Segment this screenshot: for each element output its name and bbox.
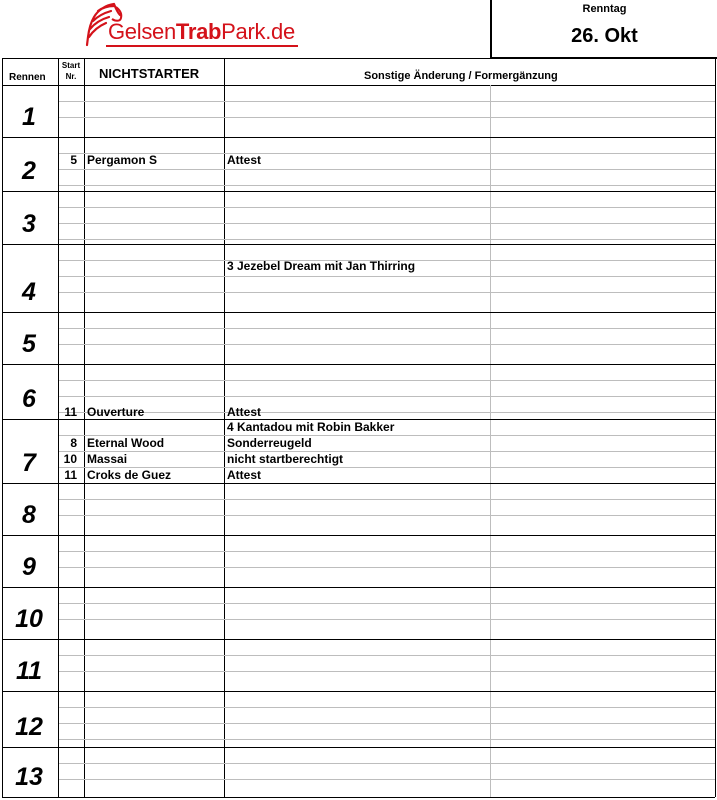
race-row-border — [2, 364, 715, 365]
race-subline — [59, 117, 715, 118]
start-number: 11 — [64, 468, 77, 482]
logo-underline — [106, 45, 298, 47]
logo-wordmark — [108, 19, 295, 45]
gelsentrabpark-logo — [84, 1, 299, 49]
start-number: 8 — [70, 436, 77, 450]
race-row-border — [2, 483, 715, 484]
race-row-border — [2, 191, 715, 192]
race-subline — [59, 276, 715, 277]
race-row-border — [2, 312, 715, 313]
race-subline — [59, 328, 715, 329]
nichtstarter-horse: Massai — [87, 452, 128, 466]
race-subline — [59, 101, 715, 102]
race-subline — [59, 515, 715, 516]
nichtstarter-horse: Croks de Guez — [87, 468, 172, 482]
race-row-border — [2, 244, 715, 245]
change-note: nicht startberechtigt — [227, 452, 344, 466]
race-row-border — [2, 747, 715, 748]
race-subline — [59, 567, 715, 568]
race-number: 8 — [22, 501, 36, 529]
race-subline — [59, 153, 715, 154]
race-number: 9 — [22, 553, 36, 581]
race-subline — [59, 169, 715, 170]
race-subline — [59, 396, 715, 397]
race-subline — [59, 412, 715, 413]
race-subline — [59, 499, 715, 500]
race-row-border — [2, 535, 715, 536]
race-subline — [59, 763, 715, 764]
change-note: Attest — [227, 153, 262, 167]
renntag-label: Renntag — [582, 3, 627, 15]
start-number: 10 — [63, 452, 77, 466]
race-row-border — [2, 587, 715, 588]
race-subline — [59, 380, 715, 381]
race-subline — [59, 207, 715, 208]
change-note: Attest — [227, 468, 262, 482]
race-subline — [59, 655, 715, 656]
race-subline — [59, 723, 715, 724]
change-note: 3 Jezebel Dream mit Jan Thirring — [227, 259, 416, 273]
col-start-line2: Nr. — [65, 72, 77, 81]
change-note: Sonderreugeld — [227, 436, 312, 450]
race-subline — [59, 619, 715, 620]
col-nichtstarter: NICHTSTARTER — [99, 66, 200, 81]
nichtstarter-horse: Pergamon S — [87, 153, 158, 167]
start-number: 5 — [70, 153, 77, 167]
race-number: 12 — [15, 713, 43, 741]
race-subline — [59, 551, 715, 552]
change-note: 4 Kantadou mit Robin Bakker — [227, 420, 395, 434]
race-subline — [59, 239, 715, 240]
header-top-border — [2, 58, 715, 59]
table-right-border — [715, 58, 716, 797]
nichtstarter-horse: Eternal Wood — [87, 436, 165, 450]
race-subline — [59, 223, 715, 224]
change-note: Attest — [227, 405, 262, 419]
nichtstarter-horse: Ouverture — [87, 405, 145, 419]
logo-text-trab: Trab — [175, 19, 222, 44]
renntag-box — [490, 0, 717, 59]
race-subline — [59, 451, 715, 452]
col-start-line1: Start — [61, 61, 81, 70]
logo-text-park: Park.de — [221, 19, 295, 44]
race-subline — [59, 779, 715, 780]
race-number: 10 — [15, 605, 43, 633]
race-row-border — [2, 639, 715, 640]
header-bottom-border — [2, 85, 715, 86]
race-number: 5 — [22, 330, 36, 358]
race-subline — [59, 344, 715, 345]
col-sonstige: Sonstige Änderung / Formergänzung — [364, 70, 558, 82]
race-subline — [59, 707, 715, 708]
race-number: 3 — [22, 210, 36, 238]
race-number: 6 — [22, 385, 36, 413]
race-row-border — [2, 797, 715, 798]
race-subline — [59, 739, 715, 740]
race-number: 7 — [22, 449, 36, 477]
race-number: 11 — [16, 657, 42, 685]
race-subline — [59, 671, 715, 672]
race-number: 13 — [15, 763, 43, 791]
col-rennen: Rennen — [9, 72, 46, 83]
race-number: 4 — [22, 278, 36, 306]
race-number: 1 — [22, 103, 36, 131]
race-subline — [59, 185, 715, 186]
start-number: 11 — [64, 405, 77, 419]
renntag-date: 26. Okt — [571, 25, 638, 47]
logo-text-gelsen: Gelsen — [108, 19, 176, 44]
race-row-border — [2, 691, 715, 692]
race-row-border — [2, 137, 715, 138]
race-number: 2 — [22, 157, 36, 185]
race-subline — [59, 603, 715, 604]
race-subline — [59, 292, 715, 293]
